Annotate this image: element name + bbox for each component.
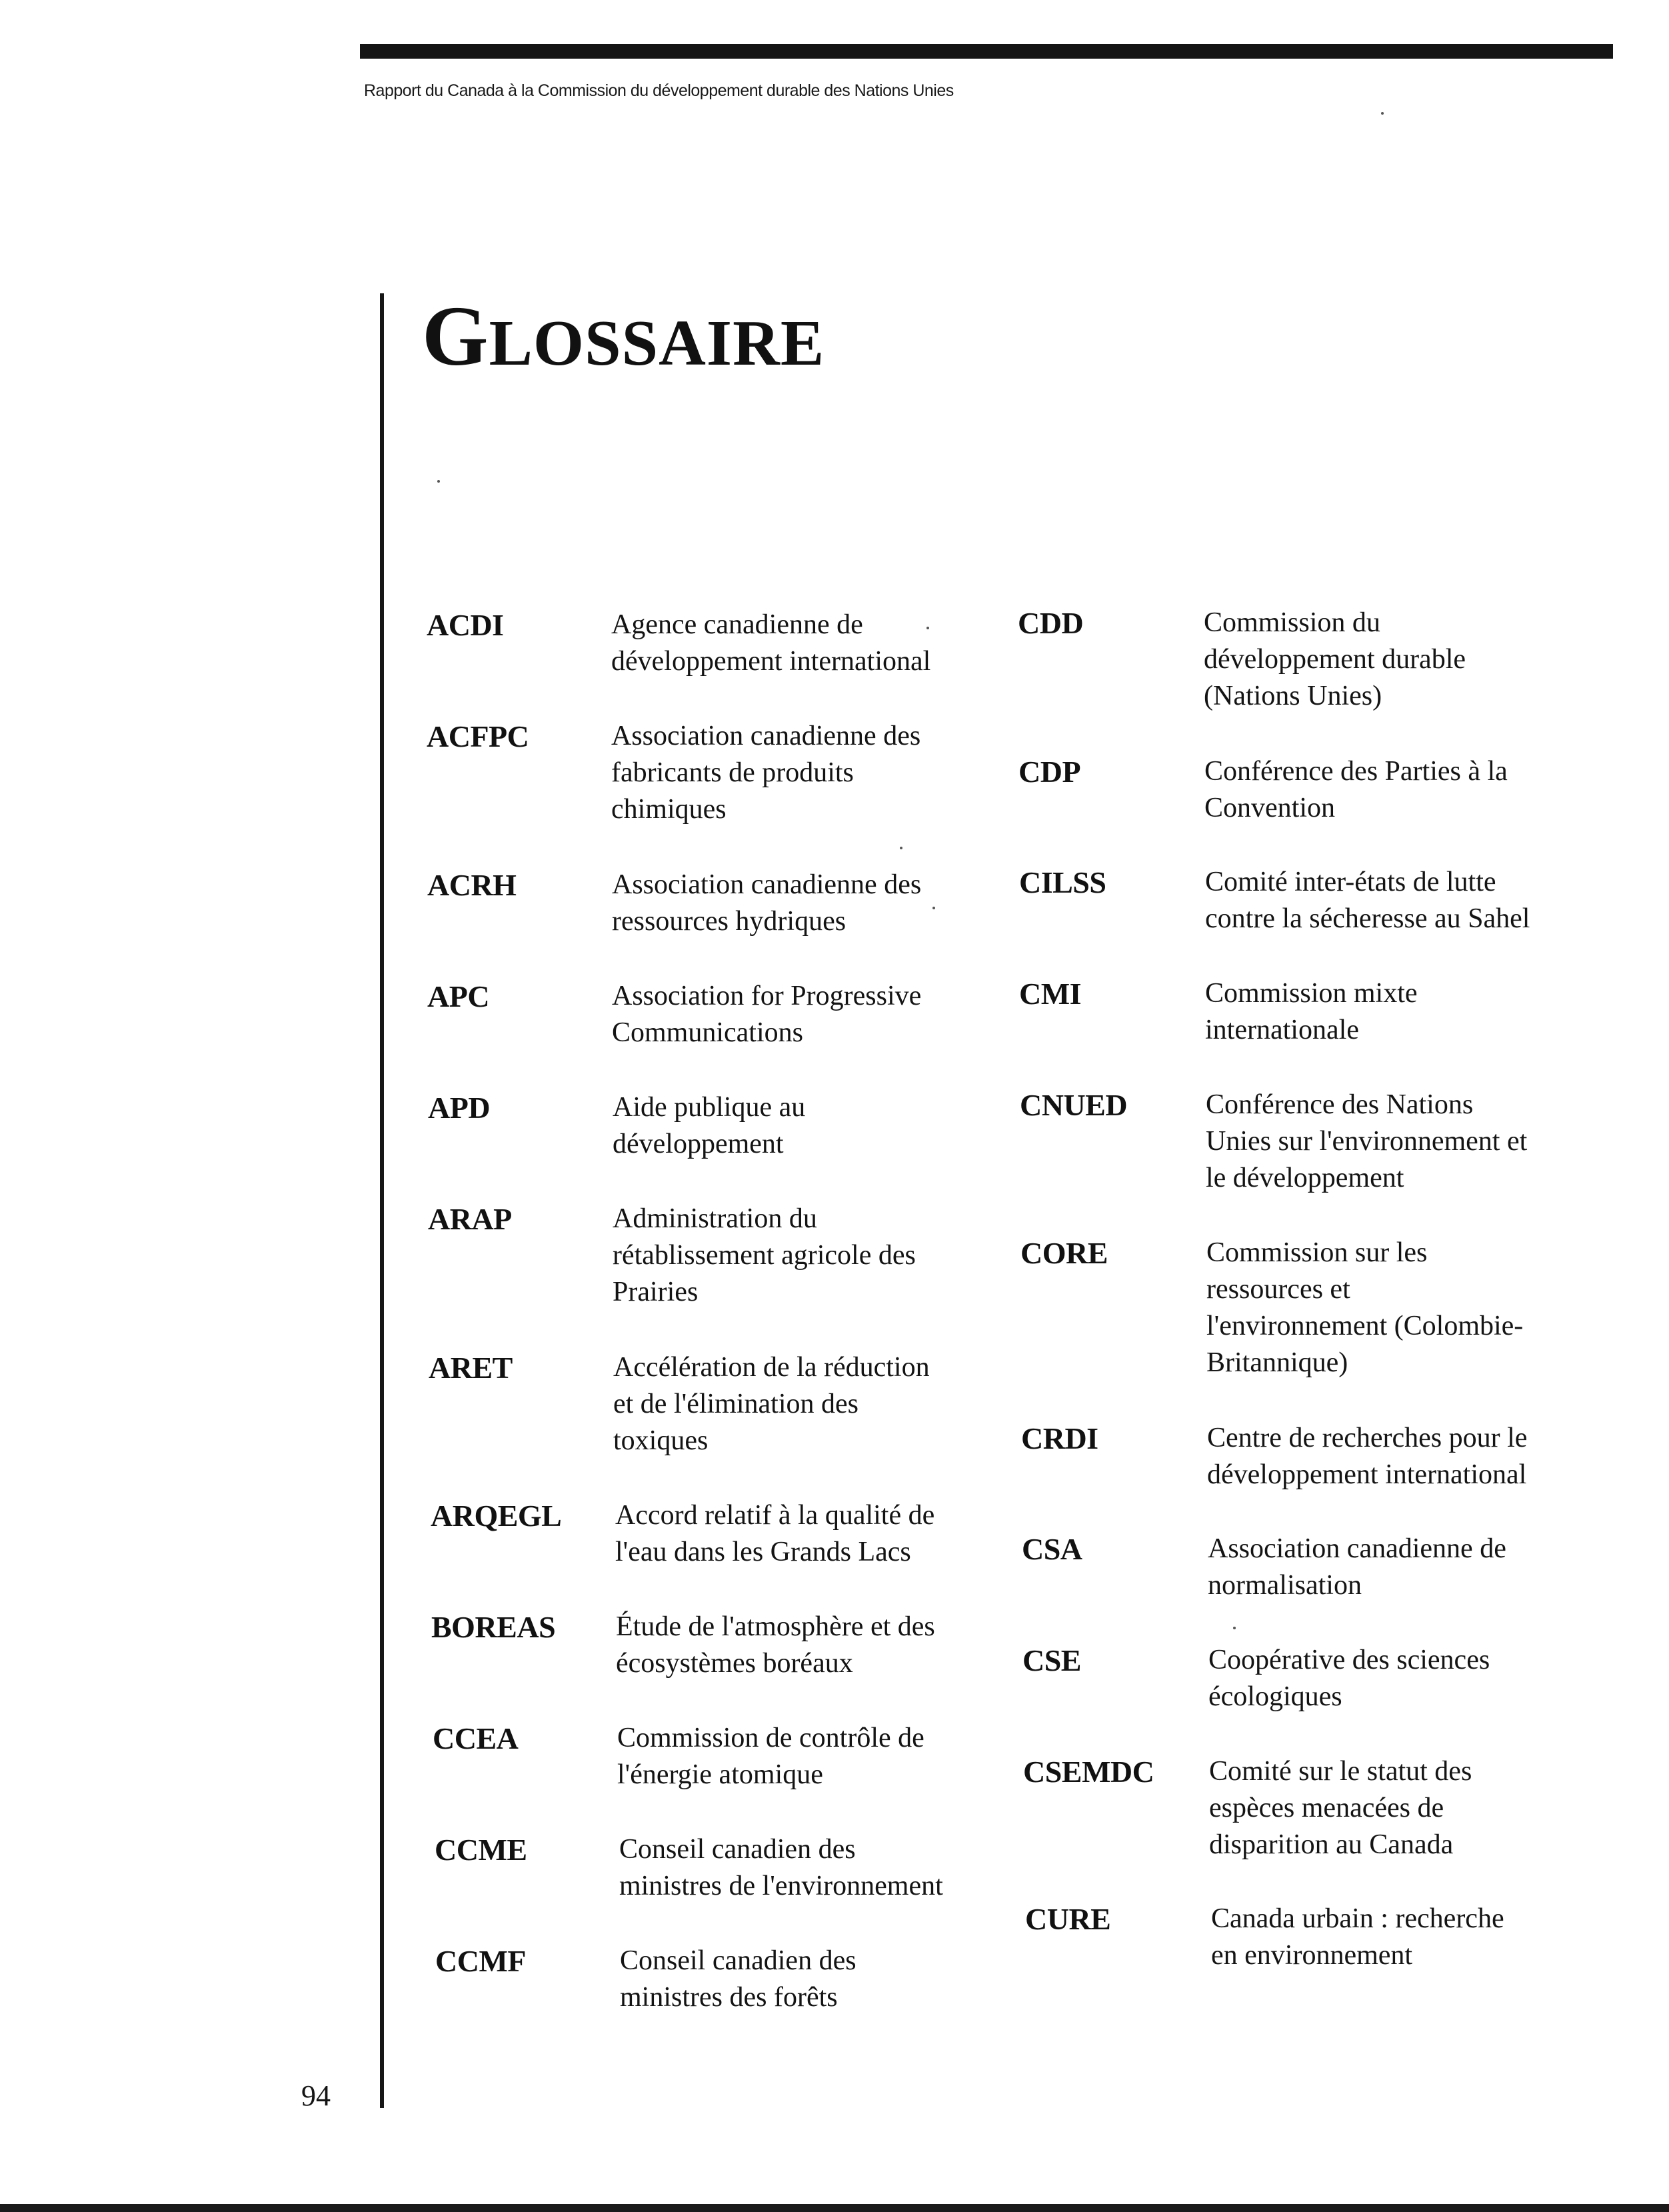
glossary-definition: Conférence des Nations Unies sur l'environnement et le développement [1206, 1089, 1528, 1193]
scan-speck [926, 627, 929, 629]
scan-speck [932, 907, 935, 909]
glossary-acronym: CDD [1018, 606, 1084, 640]
glossary-definition: Canada urbain : recherche en environnement [1211, 1903, 1504, 1971]
glossary-definition: Centre de recherches pour le développement international [1207, 1423, 1528, 1490]
glossary-definition: Association canadienne des fabricants de produits chimiques [611, 721, 921, 825]
scan-speck [437, 480, 440, 483]
glossary-definition: Aide publique au développement [613, 1092, 806, 1159]
scan-speck [1233, 1627, 1236, 1629]
glossary-acronym: CSE [1022, 1643, 1081, 1677]
glossary-acronym: CORE [1020, 1236, 1108, 1270]
glossary-acronym: CMI [1019, 977, 1082, 1011]
glossary-acronym: ACDI [427, 608, 504, 642]
glossary-definition: Accélération de la réduction et de l'élimination des toxiques [613, 1352, 930, 1456]
page-title-initial: G [422, 289, 489, 383]
glossary-definition: Commission mixte internationale [1205, 978, 1418, 1045]
bottom-edge [0, 2204, 1669, 2212]
margin-rule [380, 293, 384, 2108]
glossary-definition: Association for Progressive Communications [612, 981, 922, 1048]
glossary-acronym: APC [427, 979, 490, 1013]
glossary-acronym: CDP [1018, 755, 1081, 789]
glossary-acronym: CSA [1022, 1532, 1082, 1566]
glossary-acronym: CCME [435, 1833, 527, 1867]
glossary-acronym: CCEA [433, 1721, 519, 1755]
scan-speck [900, 847, 902, 849]
glossary-acronym: ACFPC [427, 719, 529, 753]
glossary-acronym: CURE [1025, 1902, 1111, 1936]
glossary-acronym: BOREAS [431, 1610, 556, 1644]
glossary-definition: Administration du rétablissement agricole des Prairies [613, 1203, 916, 1307]
glossary-definition: Conférence des Parties à la Convention [1204, 756, 1508, 823]
glossary-definition: Conseil canadien des ministres des forêts [620, 1945, 856, 2013]
glossary-definition: Association canadienne de normalisation [1208, 1533, 1506, 1601]
glossary-acronym: ARET [429, 1351, 513, 1385]
page-title-rest: LOSSAIRE [489, 307, 825, 379]
glossary-acronym: APD [428, 1091, 491, 1125]
page-number: 94 [301, 2079, 331, 2112]
glossary-definition: Agence canadienne de développement international [611, 609, 931, 677]
page-title [422, 289, 825, 383]
glossary-definition: Coopérative des sciences écologiques [1208, 1645, 1490, 1712]
glossary-definition: Accord relatif à la qualité de l'eau dans les Grands Lacs [615, 1500, 935, 1567]
glossary-acronym: ARAP [428, 1202, 512, 1236]
glossary-definition: Commission de contrôle de l'énergie atomique [617, 1723, 924, 1790]
running-header: Rapport du Canada à la Commission du développement durable des Nations Unies [364, 81, 954, 100]
glossary-definition: Conseil canadien des ministres de l'environnement [619, 1834, 943, 1901]
glossary-definition: Commission sur les ressources et l'environnement (Colombie- Britannique) [1206, 1237, 1524, 1378]
glossary-acronym: CRDI [1021, 1421, 1098, 1455]
glossary-acronym: CILSS [1019, 865, 1106, 899]
glossary-acronym: CNUED [1020, 1088, 1128, 1122]
scan-speck [1381, 112, 1384, 115]
glossary-acronym: ARQEGL [431, 1499, 562, 1533]
glossary-acronym: CSEMDC [1023, 1755, 1154, 1789]
glossary-definition: Association canadienne des ressources hydriques [612, 869, 922, 937]
glossary-definition: Comité inter-états de lutte contre la sécheresse au Sahel [1205, 867, 1530, 934]
glossary-acronym: CCMF [435, 1944, 526, 1978]
glossary-definition: Commission du développement durable (Nations Unies) [1204, 607, 1466, 711]
header-rule [360, 44, 1613, 59]
glossary-definition: Comité sur le statut des espèces menacées de disparition au Canada [1209, 1756, 1472, 1860]
glossary-acronym: ACRH [427, 868, 517, 902]
glossary-definition: Étude de l'atmosphère et des écosystèmes boréaux [616, 1611, 935, 1679]
